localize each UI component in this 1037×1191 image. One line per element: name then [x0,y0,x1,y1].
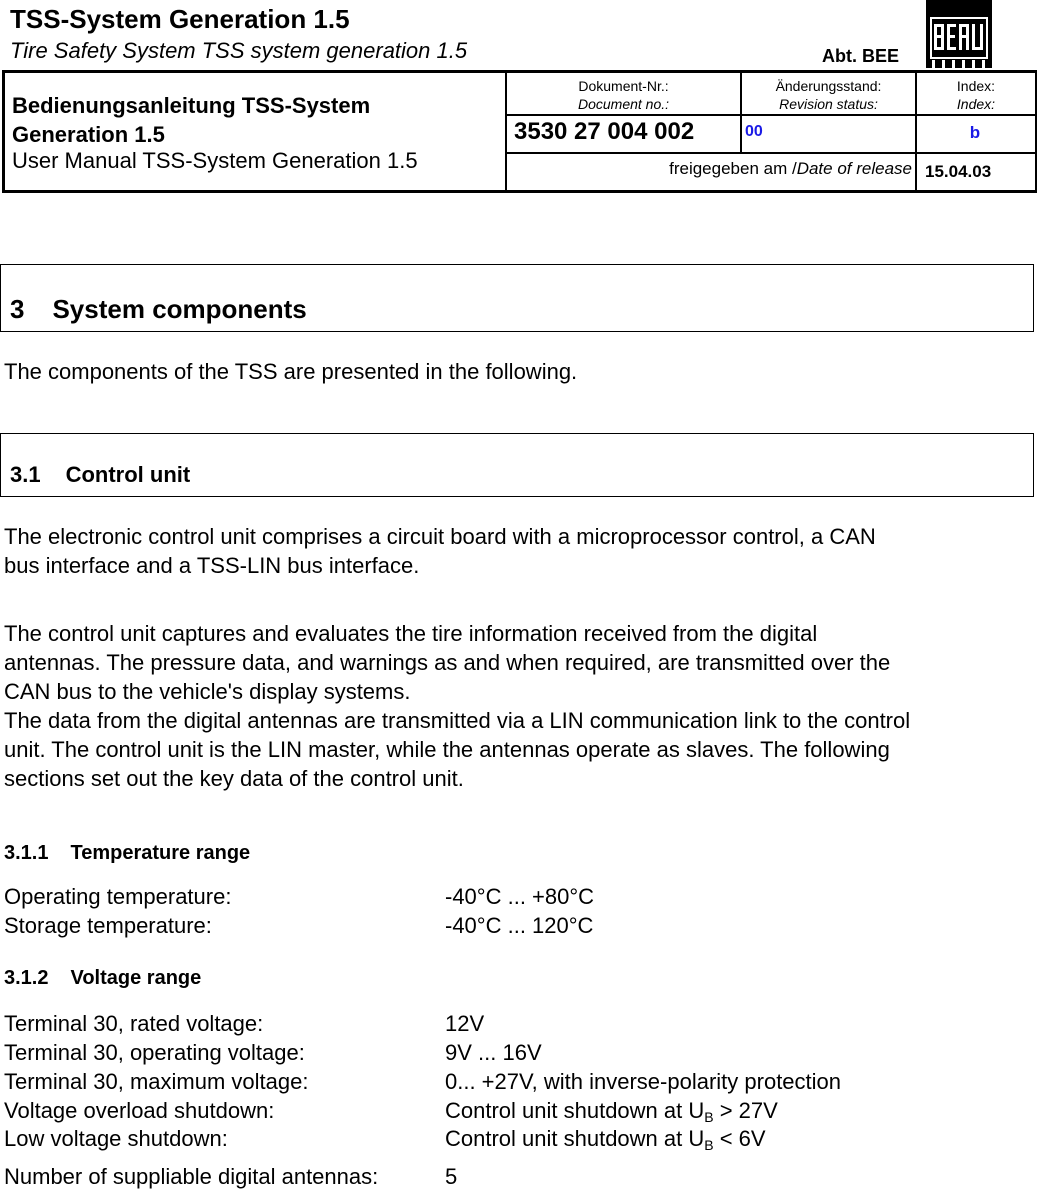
release-date-label: freigegeben am /Date of release [669,159,912,178]
doc-no-label: Dokument-Nr.: Document no.: [577,78,670,112]
beru-logo [926,0,992,68]
manual-title-english: User Manual TSS-System Generation 1.5 [12,148,418,173]
index-label: Index: Index: [956,78,996,112]
manual-title-german: Bedienungsanleitung TSS-System Generation 1.5 [12,93,371,147]
section-3-heading: 3 System components [10,294,307,324]
section-3-1-heading: 3.1 Control unit [10,462,191,487]
header-divider [505,152,1035,154]
index-value: b [969,123,981,142]
document-title: TSS-System Generation 1.5 [10,4,350,34]
document-header-table [2,70,1037,193]
section-3-1-1-heading: 3.1.1 Temperature range [4,842,251,864]
document-number: 3530 27 004 002 [514,118,695,145]
control-unit-paragraph-1: The electronic control unit comprises a circuit board with a microprocessor control, a CAN bus interface and a TSS-LIN bus interface. [4,524,876,578]
document-subtitle: Tire Safety System TSS system generation 1.5 [10,38,468,63]
release-date: 15.04.03 [925,162,992,181]
header-divider [740,114,742,152]
department-label: Abt. BEE [822,46,900,66]
revision-value: 00 [745,123,763,140]
header-divider [505,114,1035,116]
section-3-intro: The components of the TSS are presented in the following. [4,359,578,384]
section-3-1-heading-box [0,433,1034,497]
section-3-1-2-heading: 3.1.2 Voltage range [4,967,202,989]
section-3-heading-box [0,264,1034,332]
revision-label: Änderungsstand: Revision status: [775,78,882,112]
control-unit-paragraph-2: The control unit captures and evaluates the tire information received from the digital antennas. The pressure data, and warnings as and when required, are transmitted over the CAN bus to the vehicle's display systems. The data from the digital antennas are transmitted via a LIN communication link to the control unit. The control unit is the LIN master, while the antennas operate as slaves. The following sections set out the key data of the control unit. [4,621,911,791]
